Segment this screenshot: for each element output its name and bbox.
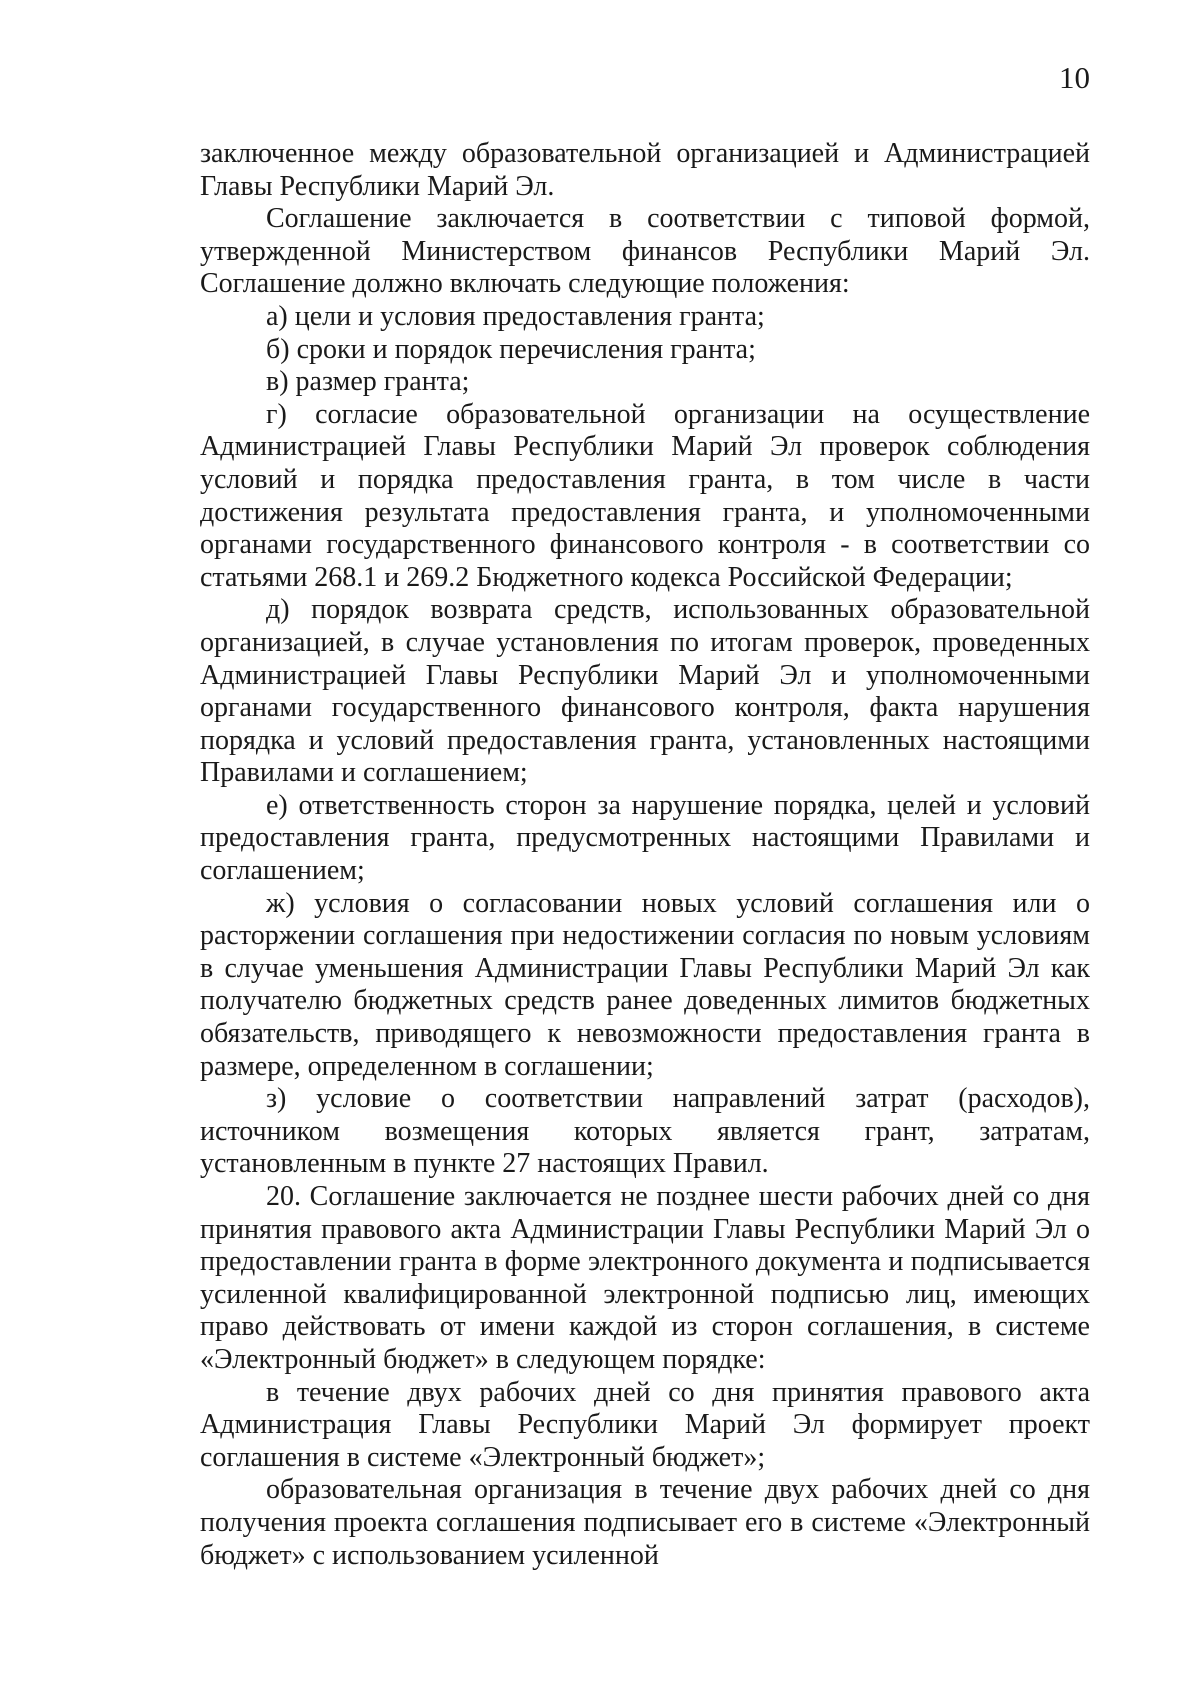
paragraph: в течение двух рабочих дней со дня принятия правового акта Администрация Главы Республики Марий Эл формирует проект соглашения в системе «Электронный бюджет»; [200, 1376, 1090, 1473]
paragraph: д) порядок возврата средств, использованных образовательной организацией, в случае установления по итогам проверок, проведенных Администрацией Главы Республики Марий Эл и уполномоченными органами государственного финансового контроля, факта нарушения порядка и условий предоставления гранта, установленных настоящими Правилами и соглашением; [200, 594, 1090, 789]
page-number: 10 [1059, 60, 1090, 95]
paragraph: ж) условия о согласовании новых условий соглашения или о расторжении соглашения при недостижении согласия по новым условиям в случае уменьшения Администрации Главы Республики Марий Эл как получателю бюджетных средств ранее доведенных лимитов бюджетных обязательств, приводящего к невозможности предоставления гранта в размере, определенном в соглашении; [200, 887, 1090, 1082]
paragraph: заключенное между образовательной организацией и Администрацией Главы Республики Марий Эл. [200, 138, 1090, 202]
paragraph: Соглашение заключается в соответствии с типовой формой, утвержденной Министерством финансов Республики Марий Эл. Соглашение должно включать следующие положения: [200, 203, 1090, 300]
paragraph: образовательная организация в течение двух рабочих дней со дня получения проекта соглашения подписывает его в системе «Электронный бюджет» с использованием усиленной [200, 1474, 1090, 1571]
paragraph: г) согласие образовательной организации на осуществление Администрацией Главы Республики Марий Эл проверок соблюдения условий и порядка предоставления гранта, в том числе в части достижения результата предоставления гранта, и уполномоченными органами государственного финансового контроля - в соответствии со статьями 268.1 и 269.2 Бюджетного кодекса Российской Федерации; [200, 398, 1090, 593]
document-body [200, 138, 1090, 1572]
paragraph: а) цели и условия предоставления гранта; [266, 300, 765, 332]
paragraph: в) размер гранта; [266, 366, 470, 398]
paragraph: з) условие о соответствии направлений затрат (расходов), источником возмещения которых является грант, затратам, установленным в пункте 27 настоящих Правил. [200, 1083, 1090, 1180]
paragraph: 20. Соглашение заключается не позднее шести рабочих дней со дня принятия правового акта Администрации Главы Республики Марий Эл о предоставлении гранта в форме электронного документа и подписывается усиленной квалифицированной электронной подписью лиц, имеющих право действовать от имени каждой из сторон соглашения, в системе «Электронный бюджет» в следующем порядке: [200, 1181, 1090, 1375]
paragraph: е) ответственность сторон за нарушение порядка, целей и условий предоставления гранта, предусмотренных настоящими Правилами и соглашением; [200, 789, 1090, 887]
paragraph: б) сроки и порядок перечисления гранта; [266, 333, 756, 365]
